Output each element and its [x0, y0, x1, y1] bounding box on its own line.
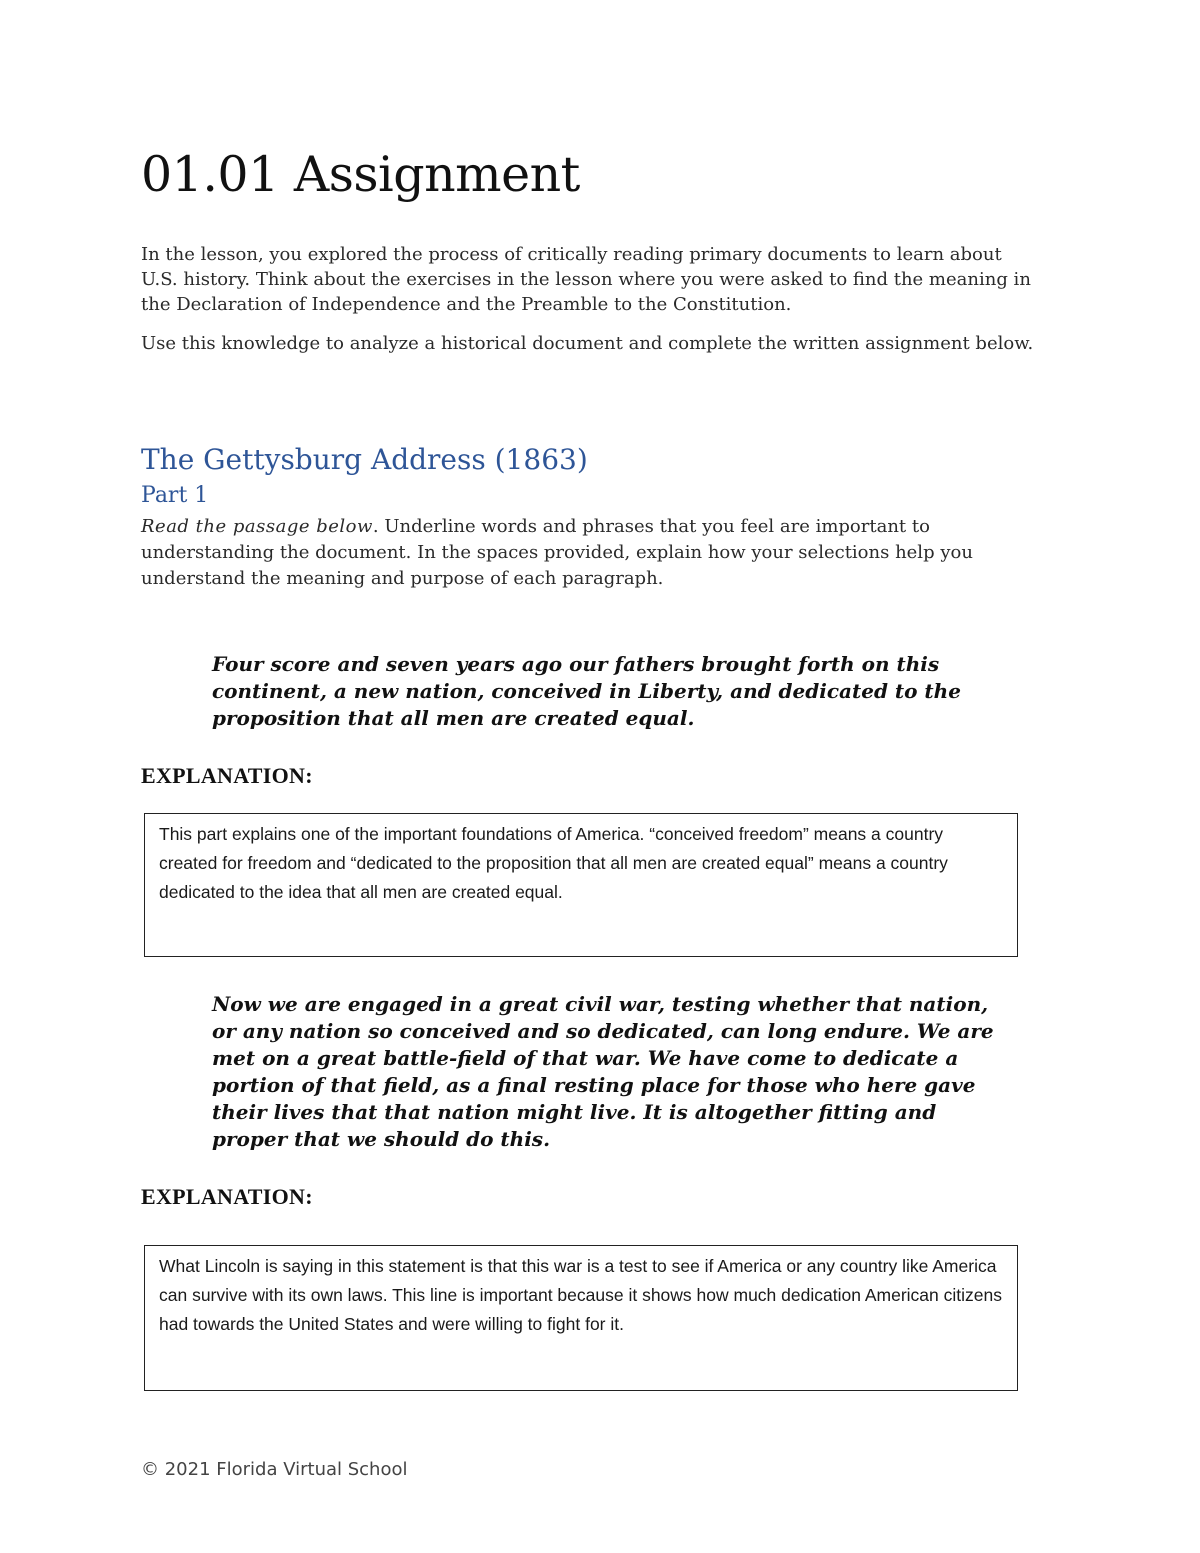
passage-quote-2: Now we are engaged in a great civil war, testing whether that nation, or any nation so conceived and so dedicated, can long endure. We are met on a great battle-field of that war. We have come to dedicate a portion of that field, as a final resting place for those who here gave their lives that that nation might live. It is altogether fitting and proper that we should do this.: [212, 992, 994, 1151]
intro-text: [141, 242, 1041, 370]
explanation-answer-box-1[interactable]: This part explains one of the important foundations of America. “conceived freedom” means a country created for freedom and “dedicated to the proposition that all men are created equal” means a country dedicated to the idea that all men are created equal.: [144, 813, 1018, 957]
explanation-answer-box-2[interactable]: What Lincoln is saying in this statement is that this war is a test to see if America or any country like America can survive with its own laws. This line is important because it shows how much dedication American citizens had towards the United States and were willing to fight for it.: [144, 1245, 1018, 1391]
intro-paragraph-2: Use this knowledge to analyze a historical document and complete the written assignment below.: [141, 333, 1034, 354]
copyright-footer: © 2021 Florida Virtual School: [141, 1459, 408, 1480]
instructions: [141, 514, 1031, 592]
passage-quote-1: Four score and seven years ago our fathers brought forth on this continent, a new nation, conceived in Liberty, and dedicated to the proposition that all men are created equal.: [212, 652, 961, 730]
section-title: The Gettysburg Address (1863): [141, 443, 588, 476]
instructions-text: . Underline words and phrases that you feel are important to understanding the document. In the spaces provided, explain how your selections help you understand the meaning and purpose of each paragraph.: [141, 516, 973, 589]
assignment-title: 01.01 Assignment: [141, 146, 580, 203]
intro-paragraph-1: In the lesson, you explored the process of critically reading primary documents to learn about U.S. history. Think about the exercises in the lesson where you were asked to find the meaning in the Declaration of Independence and the Preamble to the Constitution.: [141, 244, 1031, 315]
explanation-label-2: EXPLANATION:: [141, 1184, 313, 1209]
instructions-italic: Read the passage below: [141, 516, 373, 537]
explanation-label-1: EXPLANATION:: [141, 763, 313, 788]
part-title: Part 1: [141, 483, 209, 508]
